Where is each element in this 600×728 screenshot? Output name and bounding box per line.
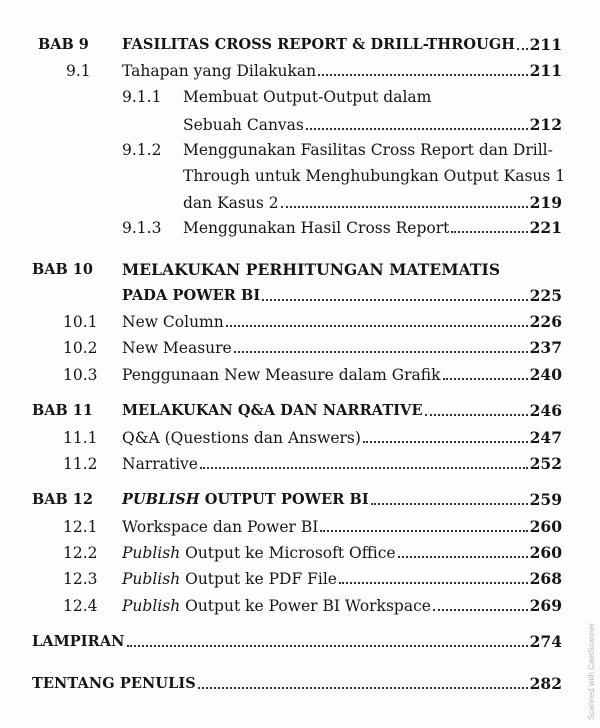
toc-entry-10-1[interactable] [122, 310, 562, 332]
item-9-1-2-title-l3: dan Kasus 2 [183, 194, 279, 212]
bab12-page: 259 [529, 490, 562, 509]
item-11-1-page: 247 [529, 428, 562, 447]
bab12-title [122, 490, 369, 510]
item-9-1-1-num: 9.1.1 [122, 88, 162, 106]
item-12-3-num: 12.3 [63, 570, 98, 588]
item-12-4-num: 12.4 [63, 597, 98, 615]
item-9-1-3-page: 221 [529, 218, 562, 237]
item-11-1-num: 11.1 [63, 429, 98, 447]
dot-leader [443, 378, 528, 380]
dot-leader [398, 556, 528, 558]
toc-entry-9-1-1[interactable] [183, 113, 562, 135]
item-9-1-2-title-l2: Through untuk Menghubungkan Output Kasus 1 [183, 167, 566, 185]
dot-leader [281, 206, 528, 208]
item-10-1-num: 10.1 [63, 313, 98, 331]
item-12-3-title-rest: Output ke PDF File [180, 570, 337, 588]
item-9-1-1-title-l2: Sebuah Canvas [183, 116, 304, 134]
item-10-2-num: 10.2 [63, 339, 98, 357]
item-9-1-2-num: 9.1.2 [122, 141, 162, 159]
item-11-2-num: 11.2 [63, 455, 98, 473]
toc-entry-12-4[interactable] [122, 594, 562, 616]
item-12-1-num: 12.1 [63, 518, 98, 536]
penulis-page: 282 [529, 674, 562, 693]
item-12-1-page: 260 [529, 517, 562, 536]
item-12-2-page: 260 [529, 543, 562, 562]
toc-entry-10-3[interactable] [122, 363, 562, 385]
item-10-2-title: New Measure [122, 339, 232, 357]
bab10-label: BAB 10 [32, 261, 93, 278]
toc-entry-9-1-3[interactable] [183, 216, 562, 238]
item-9-1-1-page: 212 [529, 115, 562, 134]
scanner-watermark: Scanned with CamScanner [587, 623, 596, 720]
bab12-title-rest: OUTPUT POWER BI [199, 491, 369, 508]
bab9-title: FASILITAS CROSS REPORT & DRILL-THROUGH [122, 36, 516, 53]
item-10-3-num: 10.3 [63, 366, 98, 384]
lampiran-title: LAMPIRAN [32, 633, 125, 650]
item-10-1-title: New Column [122, 313, 224, 331]
item-9-1-2-title-l1: Menggunakan Fasilitas Cross Report dan Drill- [183, 141, 553, 159]
item-10-2-page: 237 [529, 338, 562, 357]
item-11-1-title: Q&A (Questions dan Answers) [122, 429, 361, 447]
bab10-title-l1: MELAKUKAN PERHITUNGAN MATEMATIS [122, 260, 501, 279]
toc-entry-bab12[interactable] [122, 488, 562, 510]
toc-entry-12-1[interactable] [122, 515, 562, 537]
dot-leader [517, 48, 528, 50]
dot-leader [363, 441, 528, 443]
toc-entry-12-3[interactable] [122, 567, 562, 589]
bab11-page: 246 [529, 401, 562, 420]
item-11-2-title: Narrative [122, 455, 198, 473]
dot-leader [306, 128, 528, 130]
item-9-1-num: 9.1 [66, 62, 91, 80]
dot-leader [339, 582, 528, 584]
item-9-1-title: Tahapan yang Dilakukan [122, 62, 317, 80]
bab10-page: 225 [529, 286, 562, 305]
dot-leader [234, 351, 528, 353]
item-12-3-title-italic: Publish [122, 570, 181, 588]
dot-leader [451, 231, 527, 233]
bab12-title-italic: PUBLISH [122, 491, 200, 508]
lampiran-page: 274 [529, 632, 562, 651]
item-12-4-title [122, 596, 431, 616]
bab9-page: 211 [529, 35, 562, 54]
dot-leader [320, 530, 527, 532]
item-9-1-page: 211 [529, 61, 562, 80]
item-11-2-page: 252 [529, 454, 562, 473]
dot-leader [318, 74, 528, 76]
toc-entry-11-2[interactable] [122, 452, 562, 474]
item-9-1-3-title: Menggunakan Hasil Cross Report [183, 219, 450, 237]
dot-leader [198, 687, 528, 689]
item-12-4-title-italic: Publish [122, 597, 181, 615]
item-9-1-1-title-l1: Membuat Output-Output dalam [183, 88, 432, 106]
toc-entry-penulis[interactable] [32, 672, 562, 694]
dot-leader [425, 414, 528, 416]
item-12-4-page: 269 [529, 596, 562, 615]
dot-leader [433, 609, 528, 611]
item-12-2-title [122, 543, 396, 563]
toc-entry-12-2[interactable] [122, 541, 562, 563]
dot-leader [200, 467, 528, 469]
bab11-title: MELAKUKAN Q&A DAN NARRATIVE [122, 402, 423, 419]
toc-entry-bab9[interactable] [122, 33, 562, 55]
item-12-3-title [122, 569, 337, 589]
toc-entry-10-2[interactable] [122, 336, 562, 358]
dot-leader [262, 299, 527, 301]
dot-leader [226, 325, 528, 327]
item-9-1-2-page: 219 [529, 193, 562, 212]
toc-entry-9-1[interactable] [122, 59, 562, 81]
toc-entry-bab11[interactable] [122, 399, 562, 421]
bab9-label: BAB 9 [38, 36, 89, 53]
dot-leader [371, 503, 528, 505]
toc-entry-lampiran[interactable] [32, 630, 562, 652]
item-10-1-page: 226 [529, 312, 562, 331]
item-12-4-title-rest: Output ke Power BI Workspace [180, 597, 431, 615]
toc-entry-11-1[interactable] [122, 426, 562, 448]
toc-entry-9-1-2[interactable] [183, 191, 562, 213]
item-9-1-3-num: 9.1.3 [122, 219, 162, 237]
item-12-2-title-italic: Publish [122, 544, 181, 562]
item-12-2-num: 12.2 [63, 544, 98, 562]
item-12-1-title: Workspace dan Power BI [122, 518, 319, 536]
item-12-2-title-rest: Output ke Microsoft Office [180, 544, 396, 562]
dot-leader [127, 645, 528, 647]
bab11-label: BAB 11 [32, 402, 93, 419]
bab12-label: BAB 12 [32, 491, 93, 508]
item-10-3-title: Penggunaan New Measure dalam Grafik [122, 366, 441, 384]
item-10-3-page: 240 [529, 365, 562, 384]
penulis-title: TENTANG PENULIS [32, 675, 196, 692]
item-12-3-page: 268 [529, 569, 562, 588]
toc-entry-bab10[interactable] [122, 284, 562, 306]
bab10-title-l2: PADA POWER BI [122, 287, 261, 304]
